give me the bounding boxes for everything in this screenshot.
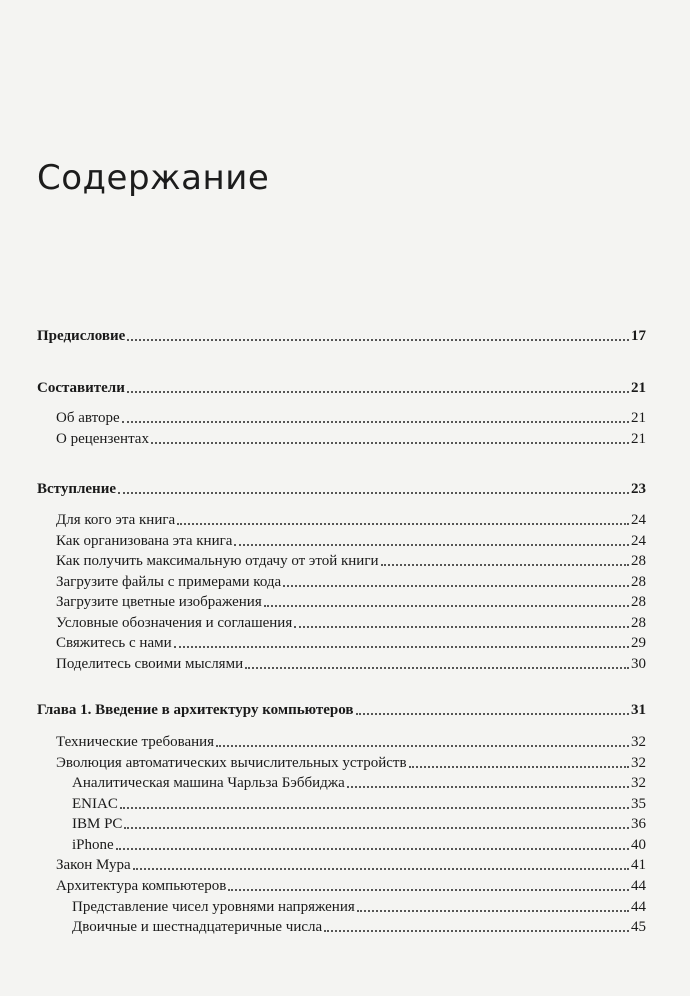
toc-section-entry [56,854,646,874]
page-title: Содержание [37,158,270,198]
toc-entry-title: Условные обозначения и соглашения [56,615,293,631]
toc-dot-leader [283,585,629,587]
toc-chapter-entry [37,478,646,498]
toc-page-number: 29 [631,635,646,651]
toc-entry-title: Вступление [37,481,116,497]
toc-dot-leader [324,930,629,932]
toc-page-number: 31 [631,702,646,718]
toc-entry-title: Представление чисел уровнями напряжения [72,899,355,915]
toc-dot-leader [347,786,629,788]
toc-entry-title: Свяжитесь с нами [56,635,172,651]
toc-dot-leader [124,827,629,829]
toc-entry-title: О рецензентах [56,431,149,447]
toc-chapter-entry [37,377,646,397]
toc-page-number: 32 [631,734,646,750]
toc-entry-title: Технические требования [56,734,215,750]
toc-section-entry [72,834,646,854]
toc-section-entry [56,731,646,751]
toc-section-entry [72,793,646,813]
toc-page-number: 21 [631,431,646,447]
toc-page-number: 30 [631,656,646,672]
toc-page-number: 28 [631,594,646,610]
toc-section-entry [56,653,646,673]
toc-chapter-entry [37,699,646,719]
toc-section-entry [72,772,646,792]
toc-entry-title: Предисловие [37,328,126,344]
toc-section-entry [56,752,646,772]
toc-page-number: 35 [631,796,646,812]
toc-section-entry [56,550,646,570]
toc-dot-leader [264,605,629,607]
toc-section-entry [72,896,646,916]
toc-entry-title: ENIAC [72,796,118,812]
toc-dot-leader [122,421,629,423]
toc-chapter-entry [37,325,646,345]
toc-dot-leader [116,848,629,850]
toc-page-number: 24 [631,512,646,528]
toc-dot-leader [127,391,629,393]
toc-page-number: 32 [631,755,646,771]
toc-section-entry [56,571,646,591]
toc-dot-leader [133,868,629,870]
toc-page-number: 23 [631,481,646,497]
toc-entry-title: Загрузите цветные изображения [56,594,262,610]
toc-entry-title: Составители [37,380,125,396]
toc-section-entry [56,591,646,611]
toc-entry-title: Для кого эта книга [56,512,176,528]
toc-dot-leader [118,492,629,494]
toc-page-number: 41 [631,857,646,873]
toc-entry-title: Как получить максимальную отдачу от этой книги [56,553,379,569]
toc-dot-leader [381,564,629,566]
toc-page-number: 21 [631,380,646,396]
toc-section-entry [56,407,646,427]
toc-page-number: 28 [631,615,646,631]
toc-entry-title: Эволюция автоматических вычислительных устройств [56,755,407,771]
toc-section-entry [72,916,646,936]
toc-dot-leader [120,807,629,809]
toc-page-number: 21 [631,410,646,426]
toc-section-entry [56,509,646,529]
toc-page-number: 24 [631,533,646,549]
toc-dot-leader [174,646,629,648]
toc-page-number: 28 [631,553,646,569]
toc-dot-leader [356,713,629,715]
toc-dot-leader [409,766,629,768]
toc-dot-leader [127,339,629,341]
toc-section-entry [56,875,646,895]
toc-page-number: 32 [631,775,646,791]
toc-section-entry [56,530,646,550]
toc-entry-title: IBM PC [72,816,123,832]
toc-entry-title: Загрузите файлы с примерами кода [56,574,282,590]
toc-section-entry [56,428,646,448]
toc-dot-leader [177,523,629,525]
toc-page-number: 36 [631,816,646,832]
toc-dot-leader [245,667,629,669]
toc-page-number: 40 [631,837,646,853]
toc-entry-title: Поделитесь своими мыслями [56,656,244,672]
toc-entry-title: Двоичные и шестнадцатеричные числа [72,919,323,935]
toc-entry-title: Об авторе [56,410,120,426]
toc-entry-title: iPhone [72,837,114,853]
toc-entry-title: Архитектура компьютеров [56,878,227,894]
toc-section-entry [56,612,646,632]
toc-page-number: 28 [631,574,646,590]
toc-dot-leader [234,544,629,546]
toc-entry-title: Как организована эта книга [56,533,233,549]
toc-dot-leader [357,910,629,912]
toc-entry-title: Глава 1. Введение в архитектуру компьютеров [37,702,354,718]
toc-page-number: 44 [631,878,646,894]
toc-dot-leader [228,889,629,891]
toc-entry-title: Закон Мура [56,857,131,873]
toc-entry-title: Аналитическая машина Чарльза Бэббиджа [72,775,345,791]
toc-page-number: 45 [631,919,646,935]
toc-section-entry [56,632,646,652]
toc-page-number: 44 [631,899,646,915]
toc-dot-leader [216,745,629,747]
toc-page-number: 17 [631,328,646,344]
toc-dot-leader [151,442,629,444]
toc-section-entry [72,813,646,833]
toc-dot-leader [294,626,629,628]
